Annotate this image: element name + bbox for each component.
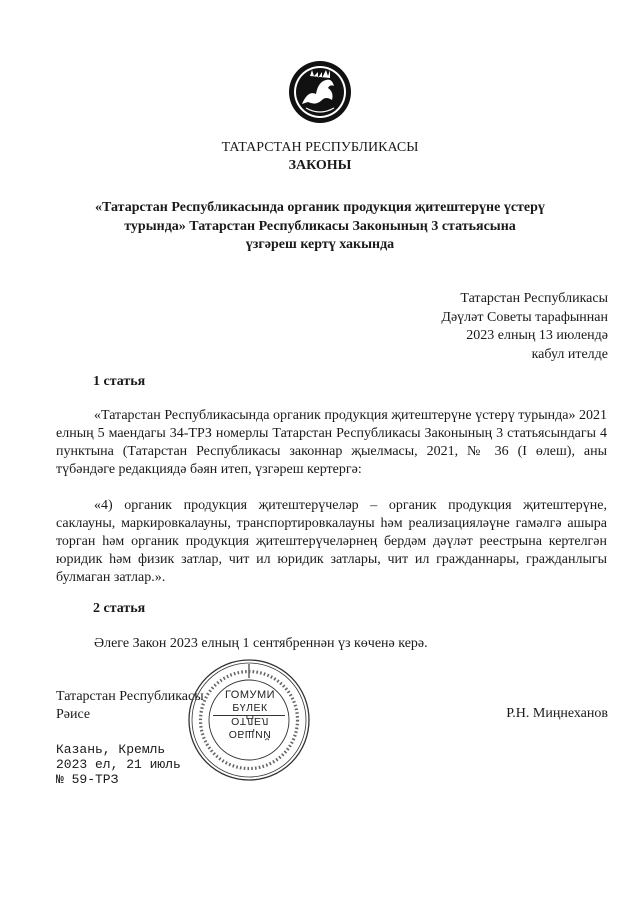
stamp-line: ОБЩИЙ [228, 728, 272, 740]
adoption-line: Дәүләт Советы тарафыннан [441, 309, 608, 325]
signatory-title-line: Рәисе [56, 707, 91, 722]
signatory-title [56, 688, 204, 724]
law-title [88, 199, 552, 255]
article-1-paragraph-2: «4) органик продукция җитештерүчеләр – органик продукция җитештерүне, саклауны, маркировкалауны, транспортировкалауны һәм реализацияләүне гамәлгә ашыра торган һәм органик продукция җитештерүчеләрнең бердәм дәүләт реестрына кертелгән юридик һәм физик затлар, чит ил юридик затлары, чит ил гражданнары, гражданлыгы булмаган затлар.». [56, 498, 607, 585]
adoption-line: кабул ителде [531, 346, 608, 362]
place-date: 2023 ел, 21 июль [56, 757, 181, 772]
stamp-line: ГОМУМИ [224, 689, 276, 701]
article-1-paragraph-1: «Татарстан Республикасында органик продукция җитештерүне үстерү турында» 2021 елның 5 маендагы 34-ТРЗ номерлы Татарстан Республикасы Законының 3 статьясындагы 4 пунктына (Татарстан Республикасы законнар җыелмасы, 2021, № 36 (I өлеш), аны түбәндәге редакциядә бәян итеп, үзгәреш кертергә: [56, 408, 607, 477]
law-title-line: үзгәреш кертү хакында [245, 237, 395, 252]
signatory-name: Р.Н. Миңнеханов [506, 706, 608, 721]
law-heading: ЗАКОНЫ [288, 158, 352, 173]
adoption-note [441, 290, 608, 364]
coat-of-arms-emblem [288, 60, 352, 124]
article-2-paragraph: Әлеге Закон 2023 елның 1 сентябреннән үз көченә керә. [94, 636, 428, 651]
law-number: № 59-ТРЗ [56, 772, 119, 787]
law-title-line: турында» Татарстан Республикасы Законының 3 статьясына [124, 218, 516, 234]
place-date-number [56, 742, 181, 787]
article-1-heading: 1 статья [93, 374, 146, 389]
law-title-line: «Татарстан Республикасында органик продукция җитештерүне үстерү [95, 200, 545, 215]
article-2-heading: 2 статья [93, 601, 146, 616]
place-city: Казань, Кремль [56, 742, 166, 757]
republic-heading: ТАТАРСТАН РЕСПУБЛИКАСЫ [221, 140, 419, 155]
stamp-line: БҮЛЕК [232, 702, 268, 714]
signatory-title-line: Татарстан Республикасы [56, 689, 204, 704]
adoption-line: Татарстан Республикасы [460, 291, 608, 306]
adoption-line: 2023 елның 13 июлендә [466, 328, 608, 343]
stamp-line: ОТДЕЛ [231, 715, 269, 727]
